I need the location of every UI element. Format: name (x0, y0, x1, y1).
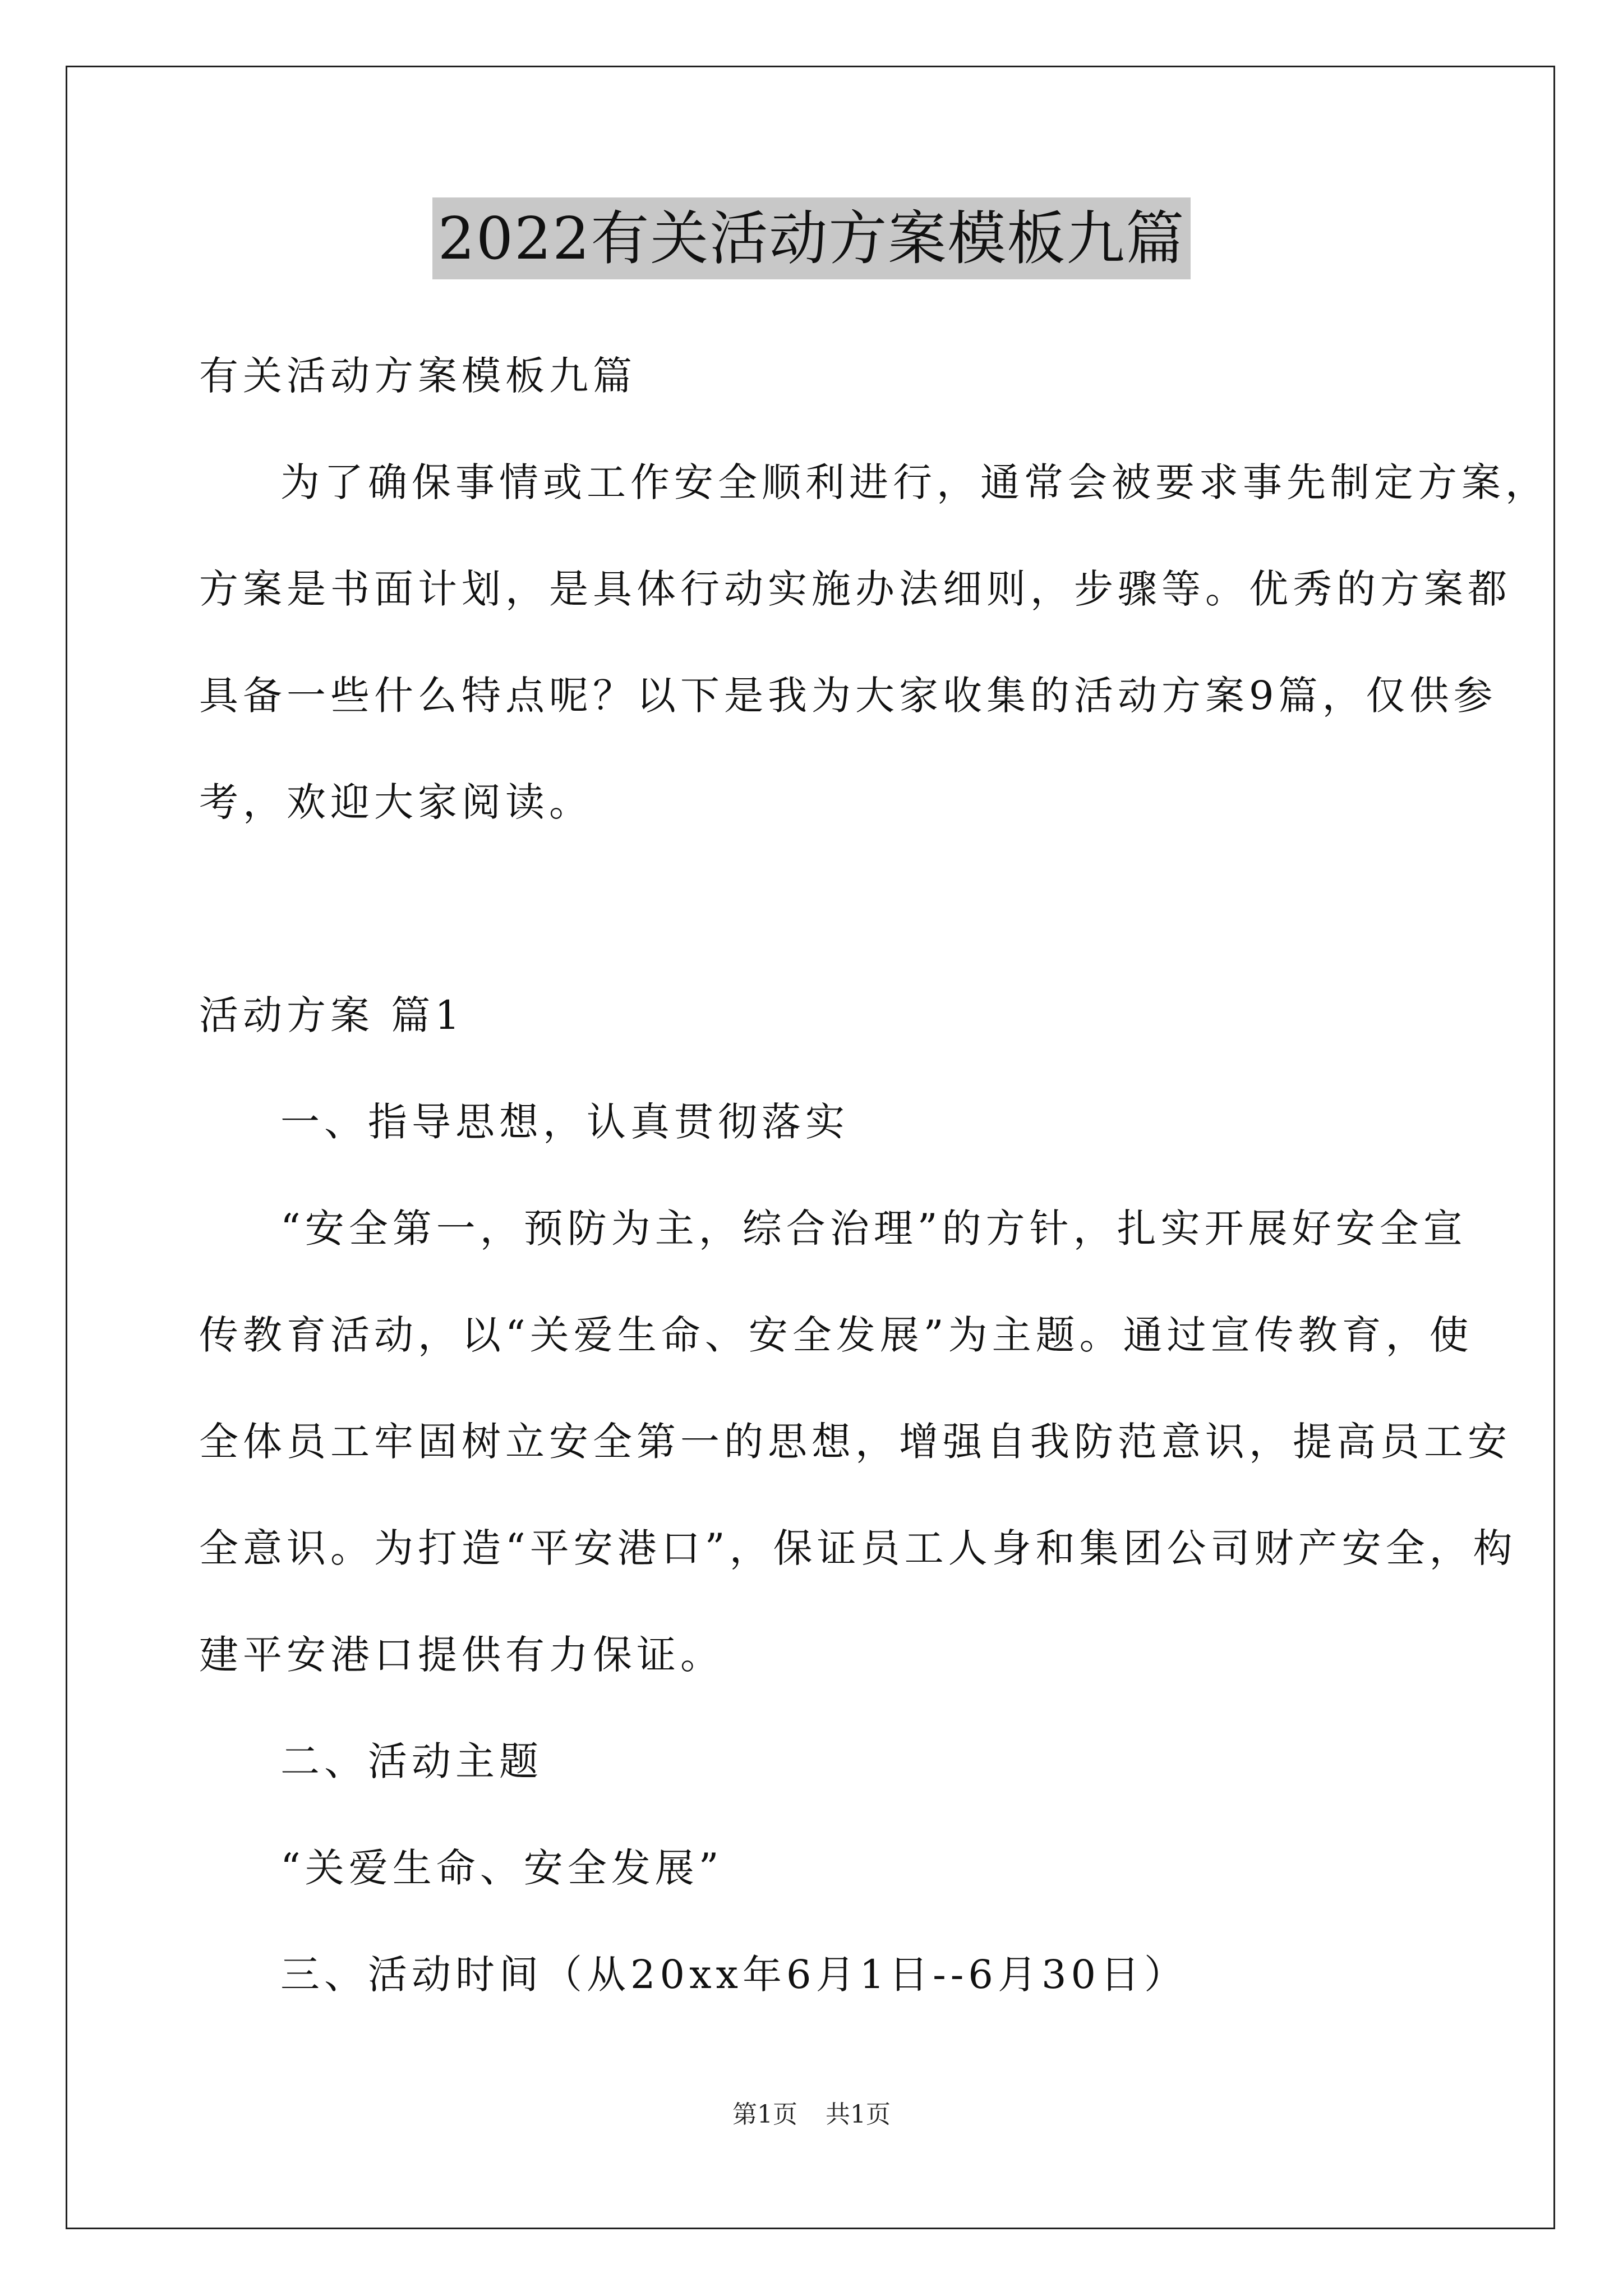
page-total: 共1页 (826, 2100, 891, 2129)
activity-theme-text: “关爱生命、安全发展” (280, 1845, 723, 1891)
document-title: 2022有关活动方案模板九篇 (432, 197, 1191, 279)
document-subtitle: 有关活动方案模板九篇 (199, 353, 637, 399)
intro-line-3: 具备一些什么特点呢？以下是我为大家收集的活动方案9篇，仅供参 (199, 673, 1497, 719)
body-line-1: “安全第一，预防为主，综合治理”的方针，扎实开展好安全宣 (280, 1205, 1467, 1251)
body-line-4: 全意识。为打造“平安港口”，保证员工人身和集团公司财产安全，构 (199, 1525, 1517, 1571)
intro-line-4: 考，欢迎大家阅读。 (199, 779, 593, 825)
section-heading: 活动方案 篇1 (199, 992, 464, 1038)
heading-activity-time: 三、活动时间（从20xx年6月1日--6月30日） (280, 1952, 1188, 1998)
body-line-5: 建平安港口提供有力保证。 (199, 1632, 724, 1678)
page-footer (0, 2098, 1623, 2132)
page-current: 第1页 (732, 2100, 797, 2129)
intro-line-1: 为了确保事情或工作安全顺利进行，通常会被要求事先制定方案， (280, 459, 1549, 505)
title-wrapper (0, 197, 1623, 279)
heading-guiding-ideology: 一、指导思想，认真贯彻落实 (280, 1099, 849, 1145)
body-line-2: 传教育活动，以“关爱生命、安全发展”为主题。通过宣传教育，使 (199, 1312, 1473, 1358)
intro-line-2: 方案是书面计划，是具体行动实施办法细则，步骤等。优秀的方案都 (199, 566, 1511, 612)
heading-activity-theme: 二、活动主题 (280, 1738, 543, 1784)
body-line-3: 全体员工牢固树立安全第一的思想，增强自我防范意识，提高员工安 (199, 1419, 1511, 1465)
